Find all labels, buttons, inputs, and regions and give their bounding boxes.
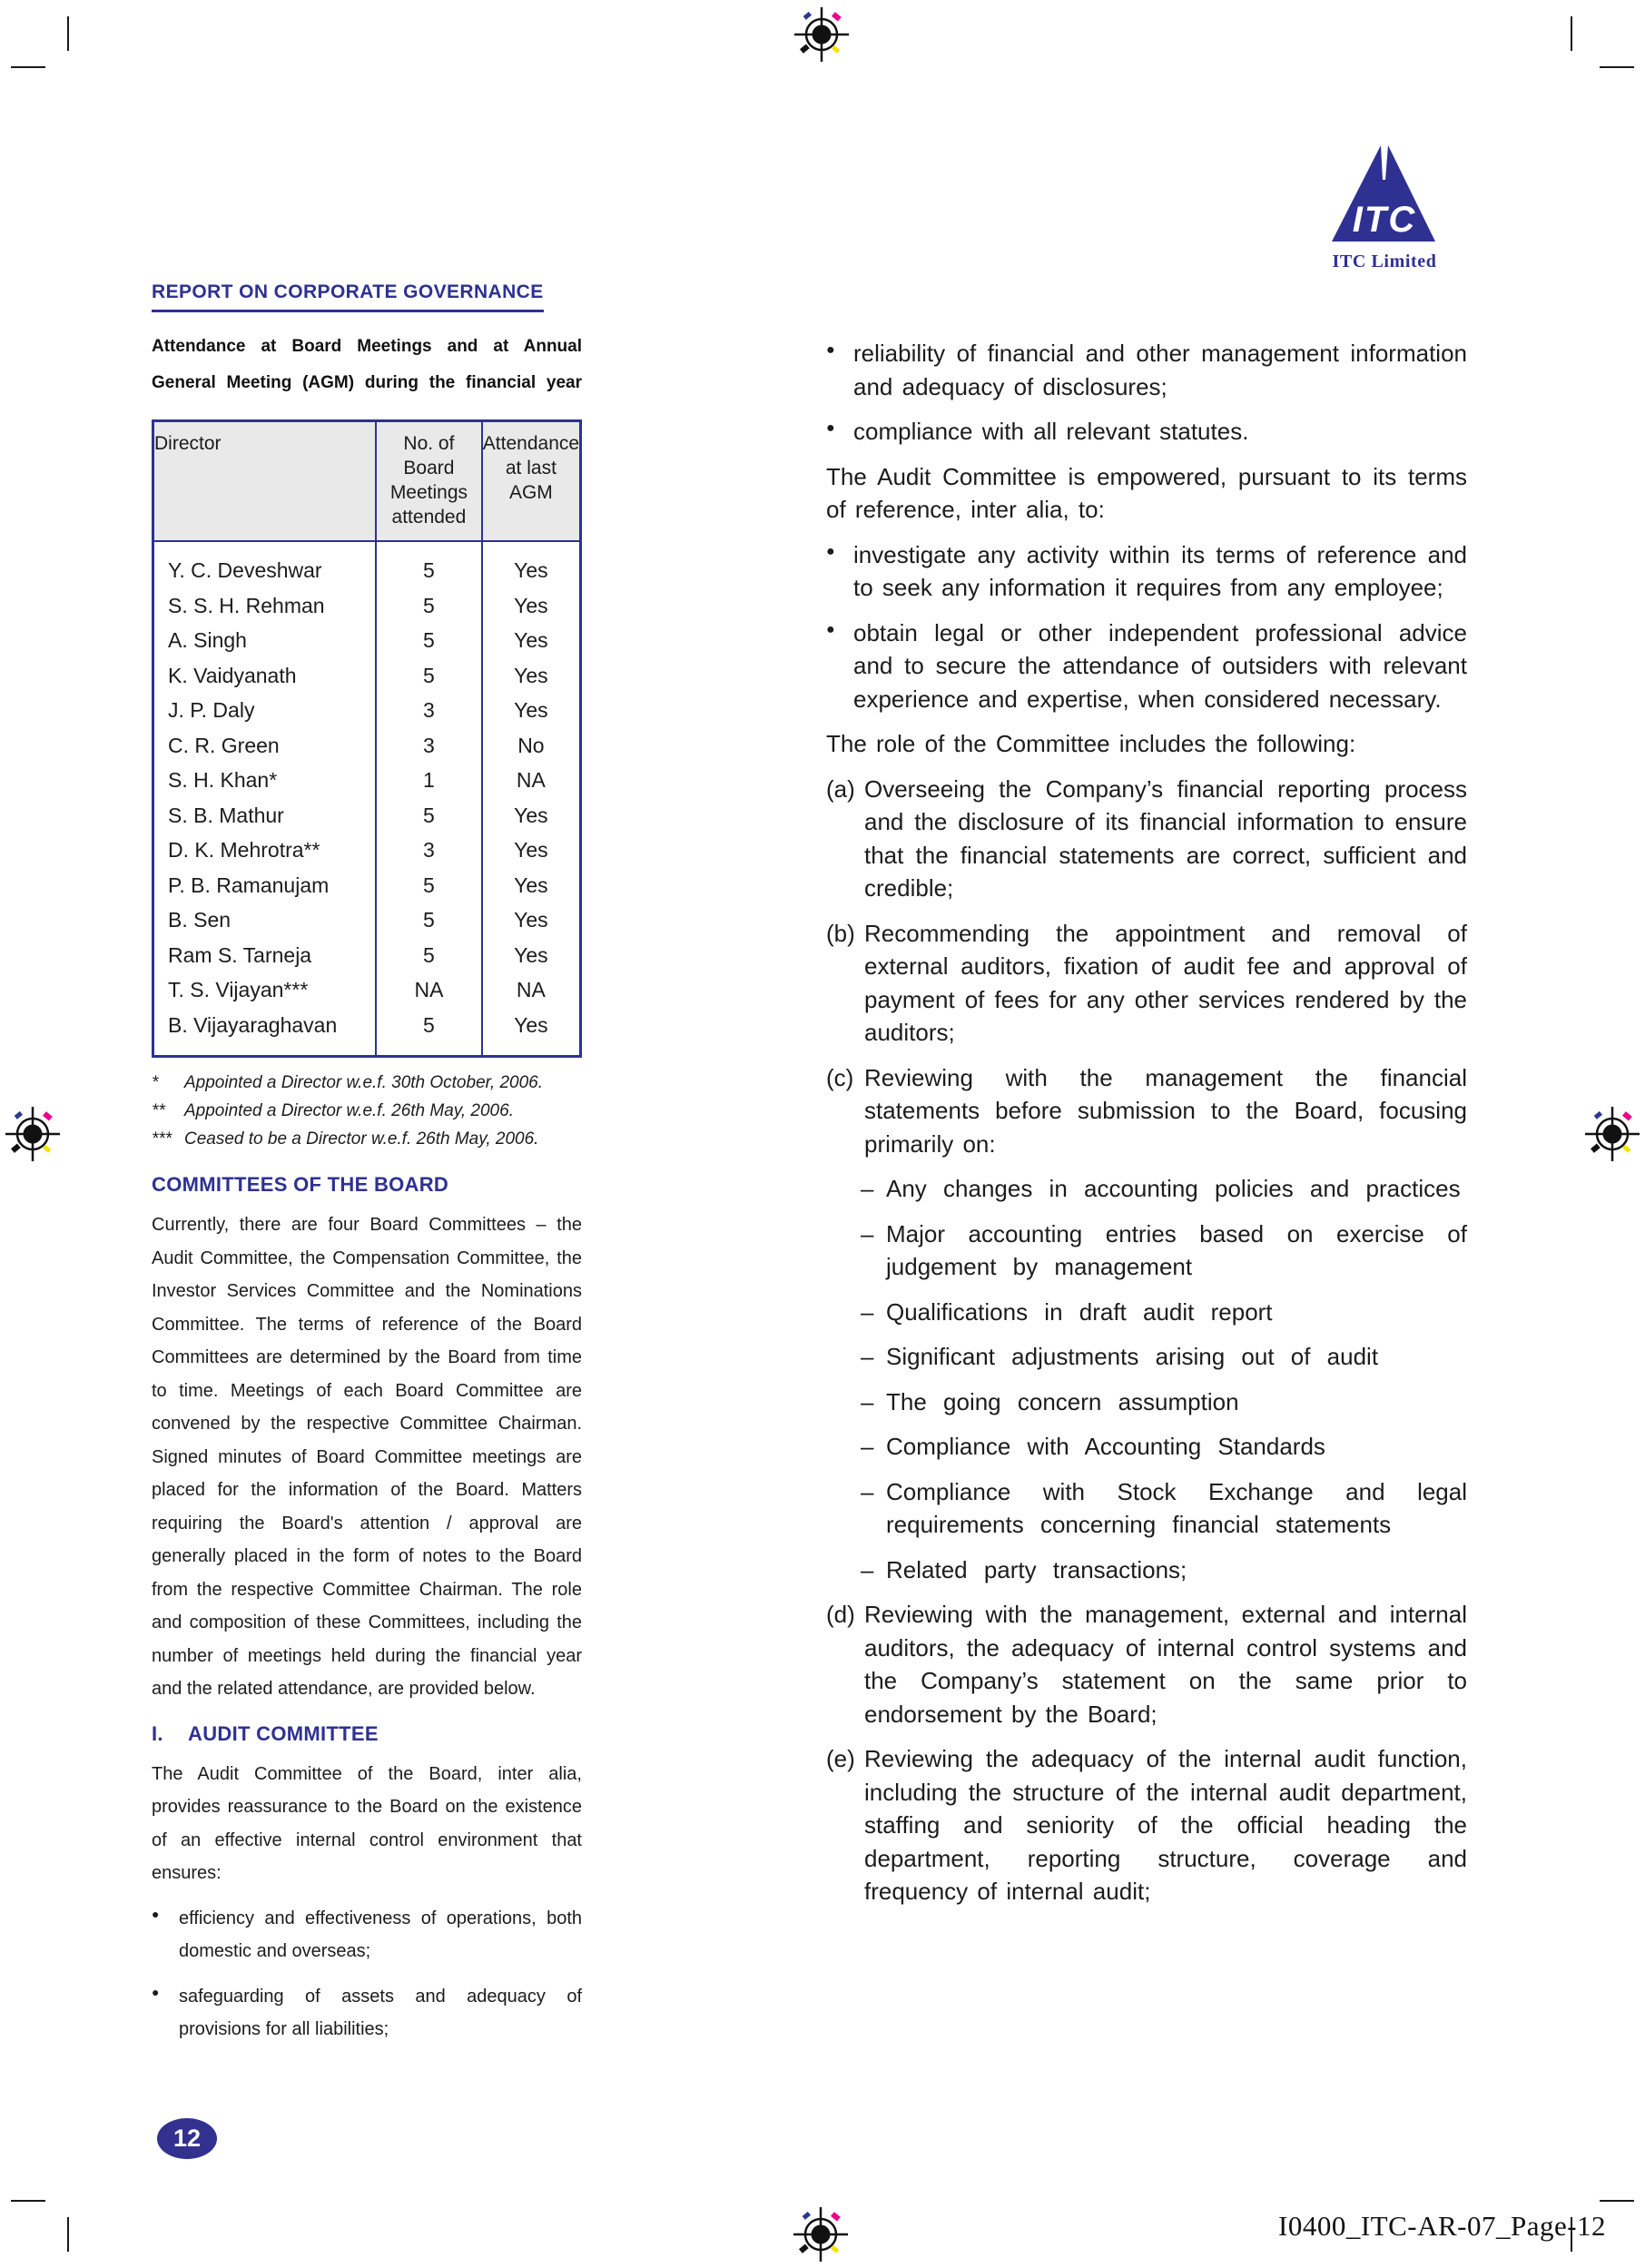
role-intro: The role of the Committee includes the following: [826,730,1356,757]
registration-mark-left [4,1105,62,1163]
table-row: S. H. Khan* 1 NA [153,763,581,798]
focus-point: – Significant adjustments arising out of audit [861,1340,1467,1374]
role-item-e: (e) Reviewing the adequacy of the internal audit function, including the structure of the internal audit department, staffing and seniority of the official heading the department, reporting structure, coverage and frequency of internal audit; [826,1745,1467,1905]
page-title: REPORT ON CORPORATE GOVERNANCE [152,281,544,312]
attendance-heading [152,329,582,401]
attendance-heading-line1: Attendance at Board Meetings and at Annual [152,337,582,356]
crop-mark [1600,2200,1634,2202]
focus-point: – Major accounting entries based on exercise of judgement by management [861,1218,1467,1284]
focus-point: – Related party transactions; [861,1553,1467,1587]
focus-point: – Any changes in accounting policies and practices [861,1172,1467,1206]
focus-point: – Compliance with Accounting Standards [861,1430,1467,1464]
list-item: ● reliability of financial and other management information and adequacy of disclosures; [826,337,1467,403]
page-number-badge: 12 [157,2118,217,2159]
list-item: ● efficiency and effectiveness of operations, both domestic and overseas; [152,1902,582,1968]
audit-intro: The Audit Committee of the Board, inter alia, provides reassurance to the Board on the existence of an effective internal control environment that ensures: [152,1763,582,1883]
table-row: B. Vijayaraghavan 5 Yes [153,1008,581,1057]
itc-logo [1321,143,1448,272]
table-row: K. Vaidyanath 5 Yes [153,658,581,694]
focus-point: – Compliance with Stock Exchange and legal requirements concerning financial statements [861,1475,1467,1542]
registration-mark-bottom [792,2205,850,2263]
dash-icon: – [861,1297,874,1326]
dash-icon: – [861,1555,874,1583]
dash-icon: – [861,1343,874,1370]
table-row: Y. C. Deveshwar 5 Yes [153,541,581,588]
crop-mark [67,16,69,51]
crop-mark [67,2217,69,2252]
bullet-icon: ● [152,1984,160,1999]
table-row: D. K. Mehrotra** 3 Yes [153,833,581,868]
table-row: J. P. Daly 3 Yes [153,693,581,728]
footer-file-code: I0400_ITC-AR-07_Page-12 [1278,2210,1607,2242]
committees-heading: COMMITTEES OF THE BOARD [152,1173,449,1196]
dash-icon: – [861,1477,874,1505]
table-row: C. R. Green 3 No [153,728,581,764]
focus-point: – The going concern assumption [861,1385,1467,1419]
role-item-b: (b) Recommending the appointment and removal of external auditors, fixation of audit fee and approval of payment of fees for any other services rendered by the auditors; [826,919,1467,1046]
table-footnotes [152,1069,582,1153]
table-row: P. B. Ramanujam 5 Yes [153,868,581,903]
table-row: S. S. H. Rehman 5 Yes [153,588,581,624]
dash-icon: – [861,1219,874,1247]
column-header-meetings: No. of Board Meetings attended [376,421,482,542]
table-row: B. Sen 5 Yes [153,902,581,938]
list-item: ● safeguarding of assets and adequacy of provisions for all liabilities; [152,1980,582,2046]
table-row: S. B. Mathur 5 Yes [153,798,581,833]
bullet-icon: ● [826,342,835,358]
dash-icon: – [861,1387,874,1415]
attendance-table [152,419,582,1058]
bullet-icon: ● [826,621,835,637]
bullet-icon: ● [826,543,835,559]
role-item-a: (a) Overseeing the Company’s financial reporting process and the disclosure of its financial information to ensure that the financial statements are correct, sufficient and credible; [826,774,1467,902]
committees-paragraph: Currently, there are four Board Committees – the Audit Committee, the Compensation Committee, the Investor Services Committee and the Nominations Committee. The terms of reference of the Board Committees are determined by the Board from time to time. Meetings of each Board Committee are convened by the respective Committee Chairman. Signed minutes of Board Committee meetings are placed for the information of the Board. Matters requiring the Board's attention / approval are generally placed in the form of notes to the Board from the respective Committee Chairman. The role and composition of these Committees, including the number of meetings held during the financial year and the related attendance, are provided below. [152,1215,582,1699]
attendance-heading-line2: General Meeting (AGM) during the financial year [152,373,582,392]
footnote: ** Appointed a Director w.e.f. 26th May, 2006. [152,1101,514,1120]
list-item: ● obtain legal or other independent professional advice and to secure the attendance of outsiders with relevant experience and expertise, when considered necessary. [826,616,1467,716]
role-item-c: (c) Reviewing with the management the financial statements before submission to the Board, focusing primarily on: [826,1063,1467,1158]
itc-logo-mark [1328,143,1441,245]
registration-mark-top [793,5,851,64]
list-item: ● compliance with all relevant statutes. [826,415,1467,449]
audit-committee-heading: I. AUDIT COMMITTEE [152,1721,379,1745]
dash-icon: – [861,1175,874,1202]
crop-mark [11,66,45,68]
role-item-d: (d) Reviewing with the management, external and internal auditors, the adequacy of internal control systems and the Company’s statement on the same prior to endorsement by the Board; [826,1601,1467,1728]
table-row: T. S. Vijayan*** NA NA [153,972,581,1008]
registration-mark-right [1583,1105,1641,1163]
table-row: A. Singh 5 Yes [153,623,581,658]
table-header-row [153,421,581,542]
column-header-agm: Attendance at last AGM [482,421,581,542]
empowered-intro: The Audit Committee is empowered, pursuant to its terms of reference, inter alia, to: [826,462,1467,523]
list-item: ● investigate any activity within its terms of reference and to seek any information it requires from any employee; [826,538,1467,605]
column-header-director: Director [153,421,377,542]
focus-point: – Qualifications in draft audit report [861,1296,1467,1329]
table-row: Ram S. Tarneja 5 Yes [153,938,581,973]
itc-monogram: ITC [1352,200,1417,240]
crop-mark [11,2200,45,2202]
dash-icon: – [861,1433,874,1460]
footnote: *** Ceased to be a Director w.e.f. 26th May, 2006. [152,1129,539,1149]
footnote: * Appointed a Director w.e.f. 30th October, 2006. [152,1073,544,1092]
crop-mark [1571,16,1572,51]
crop-mark [1600,66,1634,68]
bullet-icon: ● [826,420,835,436]
itc-logo-caption: ITC Limited [1332,251,1437,271]
bullet-icon: ● [152,1906,160,1921]
